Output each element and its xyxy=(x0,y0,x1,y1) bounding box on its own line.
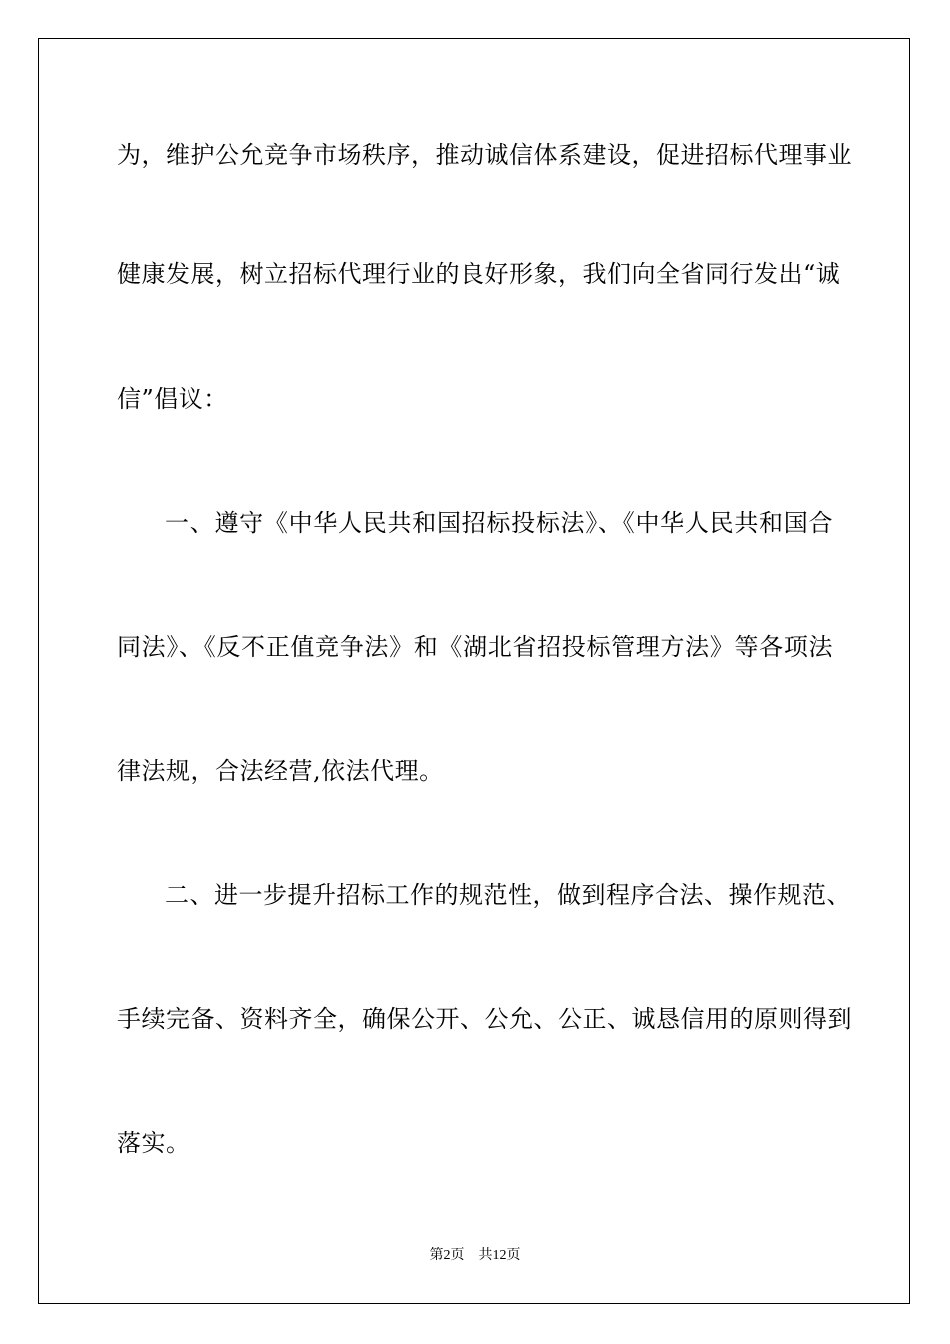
body-text-line: 同法》、《反不正值竞争法》和《湖北省招投标管理方法》等各项法 xyxy=(117,633,833,661)
body-text-line: 落实。 xyxy=(117,1129,191,1157)
body-text-line: 律法规，合法经营,依法代理。 xyxy=(117,757,444,785)
page-total: 共12页 xyxy=(478,1248,521,1263)
body-text-line: 为，维护公允竞争市场秩序，推动诚信体系建设，促进招标代理事业 xyxy=(117,141,852,169)
body-text-line: 健康发展，树立招标代理行业的良好形象，我们向全省同行发出“诚 xyxy=(117,260,841,288)
body-text-line: 二、进一步提升招标工作的规范性，做到程序合法、操作规范、 xyxy=(165,881,851,909)
body-text-line: 一、遵守《中华人民共和国招标投标法》、《中华人民共和国合 xyxy=(165,509,833,537)
body-text-line: 信”倡议： xyxy=(117,385,228,413)
body-text-line: 手续完备、资料齐全，确保公开、公允、公正、诚恳信用的原则得到 xyxy=(117,1005,852,1033)
page-frame xyxy=(38,38,910,1304)
page-number: 第2页 xyxy=(429,1248,465,1263)
page-footer xyxy=(0,1247,950,1265)
